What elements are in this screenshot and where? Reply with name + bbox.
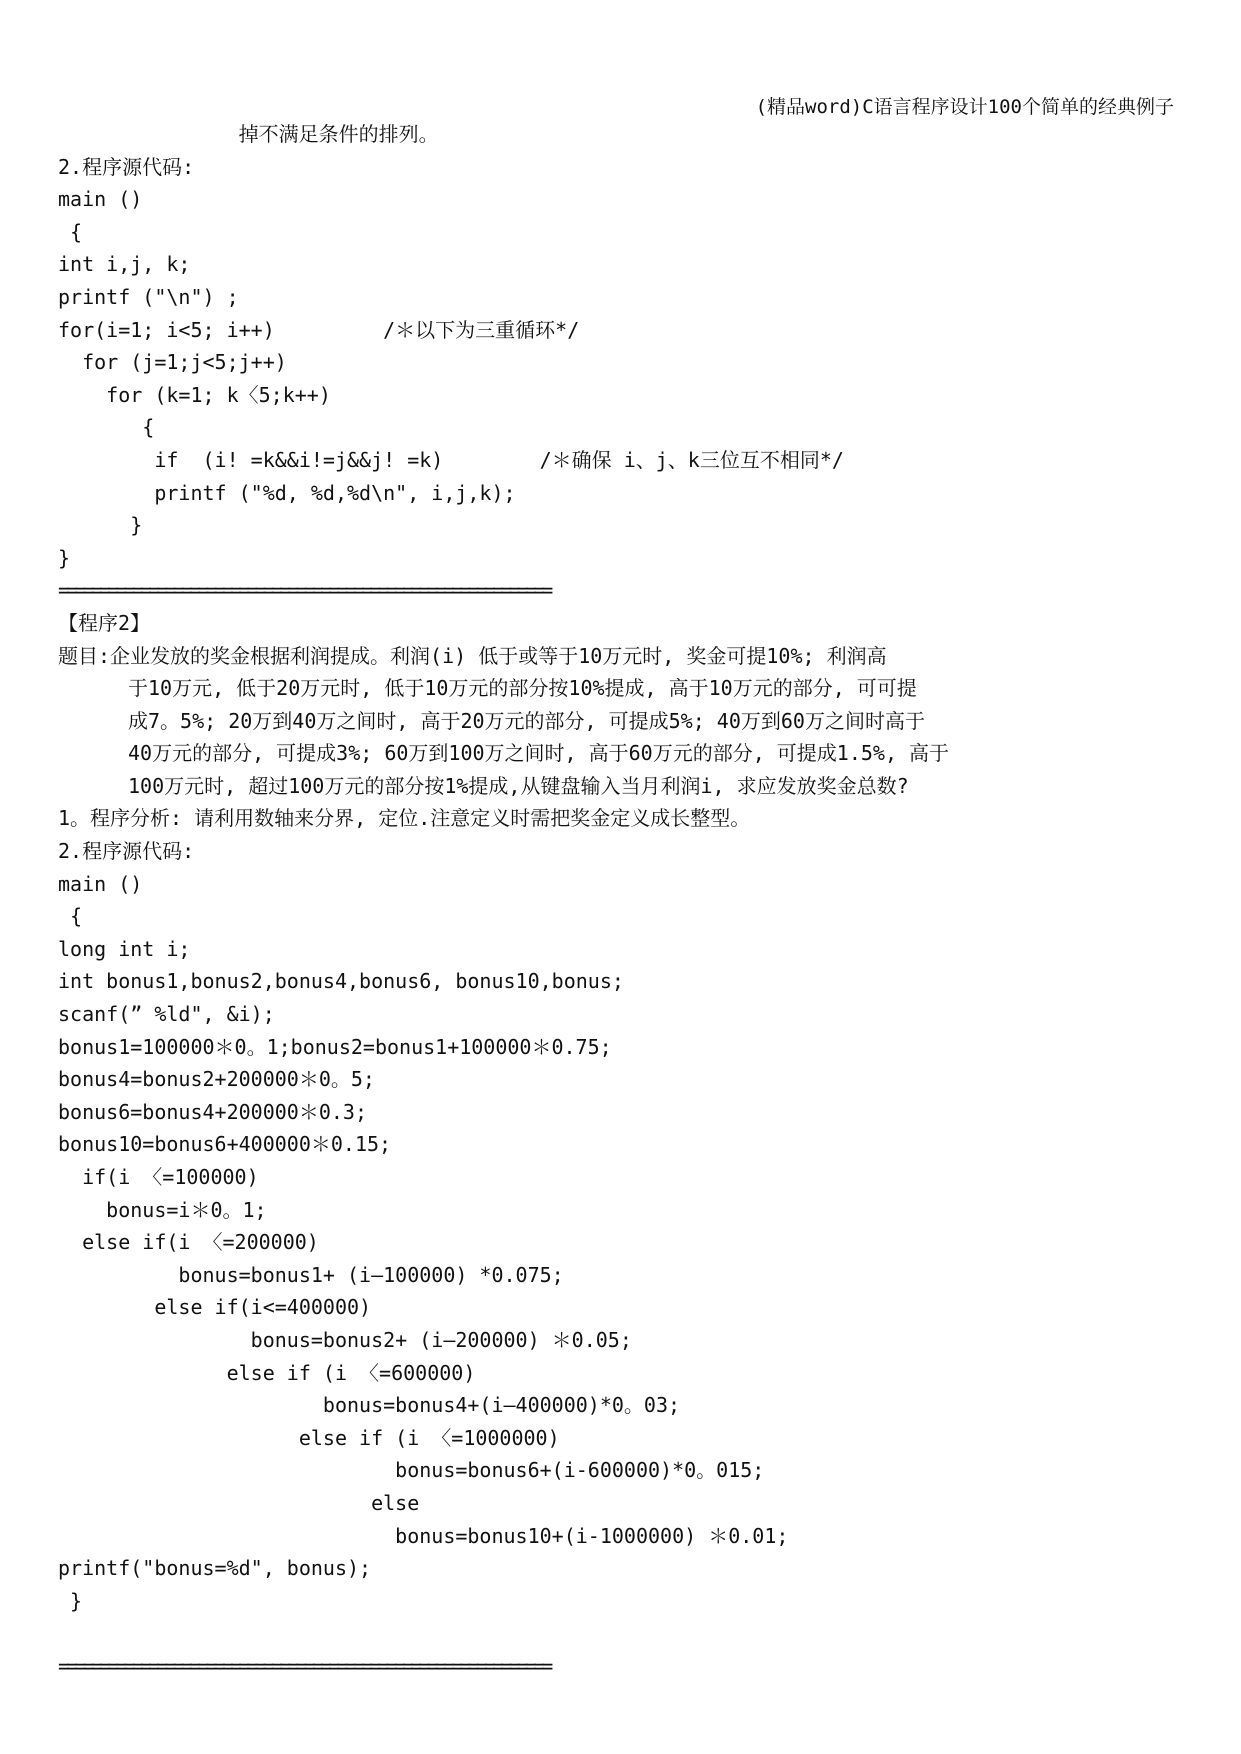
code-line: if(i 〈=100000) <box>58 1165 259 1189</box>
code-line: printf ("%d, %d,%d\n", i,j,k); <box>58 480 516 505</box>
problem-line: 成7。5%; 20万到40万之间时, 高于20万元的部分, 可提成5%; 40万到60万之间时高于 <box>128 708 925 733</box>
code-line: printf("bonus=%d", bonus); <box>58 1556 372 1581</box>
code-line: else if(i<=400000) <box>58 1295 372 1320</box>
code-line: else if (i 〈=600000) <box>58 1360 476 1385</box>
code-line: bonus=bonus10+(i-1000000) ＊0.01; <box>58 1523 789 1548</box>
code-line: bonus10=bonus6+400000＊0.15; <box>58 1132 392 1157</box>
code-line: for (j=1;j<5;j++) <box>58 350 287 375</box>
code-line: { <box>58 415 155 440</box>
problem-line: 于10万元, 低于20万元时, 低于10万元的部分按10%提成, 高于10万元的部分, 可可提 <box>128 676 917 701</box>
code-line: bonus=i＊0。1; <box>58 1197 267 1222</box>
code-line: bonus1=100000＊0。1;bonus2=bonus1+100000＊0.75; <box>58 1034 612 1059</box>
code-line: for (k=1; k〈5;k++) <box>58 382 331 407</box>
code-line: if (i! =k&&i!=j&&j! =k) /＊确保 i、j、k三位互不相同*/ <box>58 447 844 472</box>
problem-line: 100万元时, 超过100万元的部分按1%提成,从键盘输入当月利润i, 求应发放奖金总数? <box>128 773 909 798</box>
program-analysis: 1。程序分析: 请利用数轴来分界, 定位.注意定义时需把奖金定义成长整型。 <box>58 806 751 831</box>
page-header: (精品word)C语言程序设计100个简单的经典例子 <box>755 96 1174 118</box>
blank-line <box>58 1617 1188 1650</box>
code-line: else if (i 〈=1000000) <box>58 1425 560 1450</box>
separator-line: ============================================================ <box>58 578 550 603</box>
analysis-continuation: 掉不满足条件的排列。 <box>58 122 439 146</box>
program-title: 【程序2】 <box>58 610 151 635</box>
code-line: main () <box>58 871 143 896</box>
source-code-label: 2.程序源代码: <box>58 839 195 864</box>
code-block-2 <box>58 868 1188 1618</box>
code-line: main () <box>58 187 143 212</box>
code-line: int i,j, k; <box>58 252 191 277</box>
code-line: scanf(” %ld", &i); <box>58 1002 275 1027</box>
code-line: bonus6=bonus4+200000＊0.3; <box>58 1099 367 1124</box>
code-line: } <box>58 513 143 538</box>
code-line: bonus4=bonus2+200000＊0。5; <box>58 1067 375 1092</box>
code-line: bonus=bonus2+ (i—200000) ＊0.05; <box>58 1327 632 1352</box>
code-line: { <box>58 219 83 244</box>
code-line: long int i; <box>58 936 191 961</box>
code-line: { <box>58 904 83 929</box>
separator-line: ============================================================ <box>58 1653 550 1678</box>
code-line: else <box>58 1490 420 1515</box>
code-line: printf ("\n") ; <box>58 284 239 309</box>
document-body <box>58 118 1188 1683</box>
code-block-1 <box>58 183 1188 574</box>
problem-line: 题目:企业发放的奖金根据利润提成。利润(i) 低于或等于10万元时, 奖金可提10%; 利润高 <box>58 643 887 668</box>
problem-line: 40万元的部分, 可提成3%; 60万到100万之间时, 高于60万元的部分, 可提成1.5%, 高于 <box>128 741 950 766</box>
code-line: bonus=bonus6+(i-600000)*0。015; <box>58 1458 765 1483</box>
source-code-label: 2.程序源代码: <box>58 154 195 179</box>
problem-statement <box>58 640 1188 803</box>
code-line: } <box>58 1588 83 1613</box>
code-line: } <box>58 545 71 570</box>
code-line: for(i=1; i<5; i++) /＊以下为三重循环*/ <box>58 317 580 342</box>
code-line: bonus=bonus4+(i—400000)*0。03; <box>58 1393 681 1418</box>
code-line: else if(i 〈=200000) <box>58 1230 319 1255</box>
code-line: int bonus1,bonus2,bonus4,bonus6, bonus10,bonus; <box>58 969 624 994</box>
code-line: bonus=bonus1+ (i—100000) *0.075; <box>58 1262 564 1287</box>
